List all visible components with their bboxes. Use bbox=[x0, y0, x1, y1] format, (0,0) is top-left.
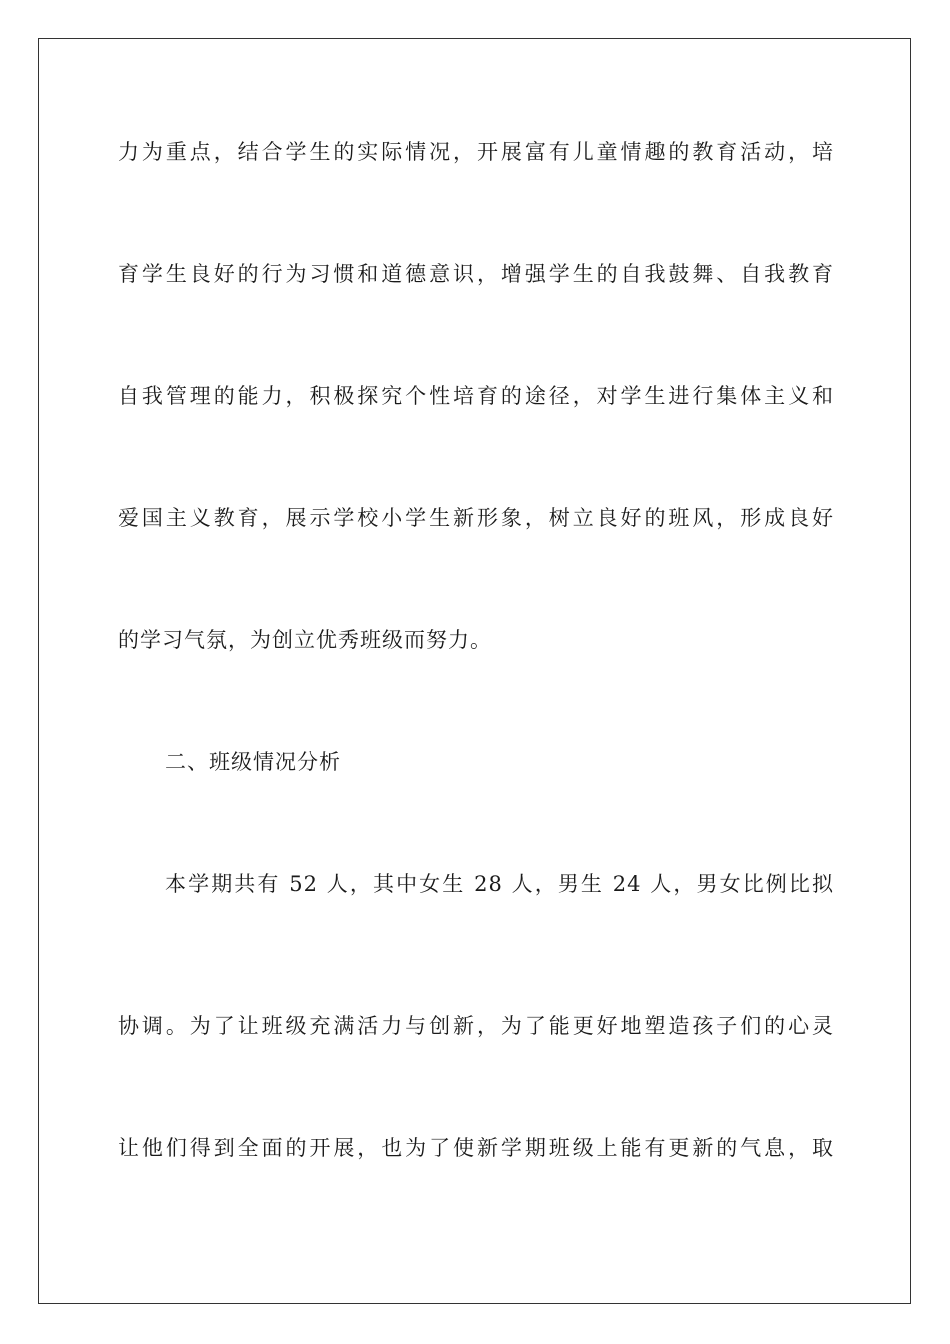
text-line: 力为重点，结合学生的实际情况，开展富有儿童情趣的教育活动，培 bbox=[118, 140, 834, 164]
text-line: 的学习气氛，为创立优秀班级而努力。 bbox=[118, 628, 492, 652]
text-line: 自我管理的能力，积极探究个性培育的途径，对学生进行集体主义和 bbox=[118, 384, 834, 408]
text-line: 协调。为了让班级充满活力与创新，为了能更好地塑造孩子们的心灵 bbox=[118, 1014, 834, 1038]
text-line: 让他们得到全面的开展，也为了使新学期班级上能有更新的气息，取 bbox=[118, 1136, 834, 1160]
text-line: 本学期共有 52 人，其中女生 28 人，男生 24 人，男女比例比拟 bbox=[165, 872, 834, 896]
page-border bbox=[38, 38, 911, 1304]
text-line: 育学生良好的行为习惯和道德意识，增强学生的自我鼓舞、自我教育 bbox=[118, 262, 834, 286]
section-heading: 二、班级情况分析 bbox=[165, 750, 341, 774]
text-line: 爱国主义教育，展示学校小学生新形象，树立良好的班风，形成良好 bbox=[118, 506, 834, 530]
